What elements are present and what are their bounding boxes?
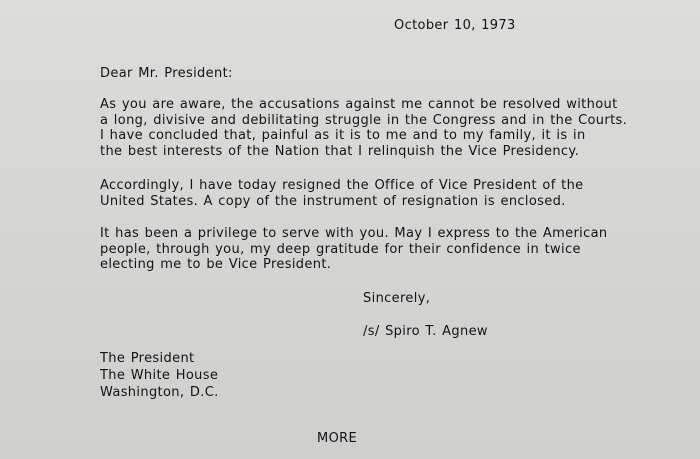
paragraph-gratitude (100, 226, 608, 273)
paragraph-line: I have concluded that, painful as it is to me and to my family, it is in (100, 128, 586, 144)
continuation-marker: MORE (317, 431, 358, 446)
paragraph-line: United States. A copy of the instrument of resignation is enclosed. (100, 193, 566, 209)
paragraph-line: As you are aware, the accusations against me cannot be resolved without (100, 97, 618, 112)
closing: Sincerely, (363, 291, 431, 306)
salutation: Dear Mr. President: (100, 66, 233, 81)
paragraph-line: people, through you, my deep gratitude for their confidence in twice (100, 241, 581, 257)
paragraph-line: electing me to be Vice President. (100, 257, 332, 273)
address-line: Washington, D.C. (100, 385, 219, 400)
signature: /s/ Spiro T. Agnew (363, 324, 488, 339)
address-line: The President (100, 351, 195, 366)
paragraph-line: Accordingly, I have today resigned the Office of Vice President of the (100, 178, 584, 193)
recipient-address (100, 350, 219, 401)
paragraph-line: It has been a privilege to serve with you. May I express to the American (100, 226, 608, 241)
paragraph-line: a long, divisive and debilitating struggle in the Congress and in the Courts. (100, 112, 628, 128)
address-line: The White House (100, 368, 219, 383)
paragraph-line: the best interests of the Nation that I relinquish the Vice Presidency. (100, 144, 580, 160)
paragraph-resignation-reason (100, 97, 627, 160)
paragraph-resignation-notice (100, 178, 584, 209)
letter-date: October 10, 1973 (394, 18, 516, 33)
